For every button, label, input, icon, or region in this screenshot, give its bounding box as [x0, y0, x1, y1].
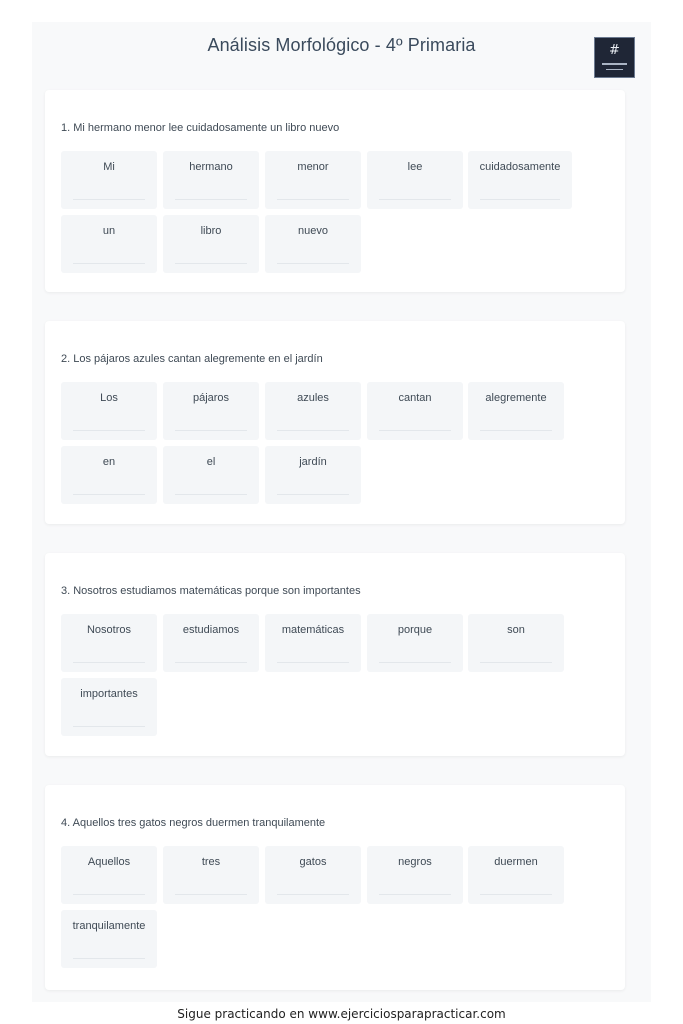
word-box[interactable]	[468, 846, 564, 904]
word-label: el	[206, 456, 216, 468]
answer-line[interactable]	[480, 199, 560, 200]
word-box[interactable]	[265, 846, 361, 904]
answer-line[interactable]	[277, 662, 349, 663]
word-box[interactable]	[468, 614, 564, 672]
page-title: Análisis Morfológico - 4º Primaria	[207, 35, 476, 55]
word-box[interactable]	[61, 446, 157, 504]
answer-line[interactable]	[277, 894, 349, 895]
exercise-card	[45, 321, 625, 524]
word-box[interactable]	[61, 215, 157, 273]
hashtag-grid-logo-icon: #	[609, 43, 620, 58]
word-box[interactable]	[163, 215, 259, 273]
footer-text: Sigue practicando en www.ejerciciosparapracticar.com	[177, 1007, 506, 1021]
answer-line[interactable]	[379, 662, 451, 663]
word-label: matemáticas	[281, 624, 345, 636]
answer-line[interactable]	[480, 430, 552, 431]
answer-line[interactable]	[277, 430, 349, 431]
word-label: negros	[398, 856, 432, 868]
word-label: azules	[297, 392, 329, 404]
exercise-card	[45, 90, 625, 292]
answer-line[interactable]	[73, 430, 145, 431]
word-label: cuidadosamente	[479, 161, 561, 173]
word-box[interactable]	[468, 382, 564, 440]
exercise-sentence: 3. Nosotros estudiamos matemáticas porque son importantes	[61, 585, 361, 597]
word-label: jardín	[299, 456, 327, 468]
word-label: Nosotros	[86, 624, 132, 636]
word-box[interactable]	[61, 382, 157, 440]
word-box[interactable]	[61, 151, 157, 209]
word-label: libro	[200, 225, 222, 237]
word-label: Los	[100, 392, 118, 404]
answer-line[interactable]	[73, 894, 145, 895]
word-label: hermano	[189, 161, 233, 173]
word-box[interactable]	[163, 446, 259, 504]
answer-line[interactable]	[379, 199, 451, 200]
word-box[interactable]	[163, 614, 259, 672]
worksheet	[32, 22, 651, 1002]
word-label: pájaros	[192, 392, 230, 404]
answer-line[interactable]	[73, 494, 145, 495]
answer-line[interactable]	[175, 894, 247, 895]
word-label: Mi	[103, 161, 115, 173]
word-box[interactable]	[265, 215, 361, 273]
word-box[interactable]	[163, 846, 259, 904]
exercise-card	[45, 553, 625, 756]
word-label: importantes	[80, 688, 138, 700]
word-label: en	[102, 456, 116, 468]
logo-bar	[606, 69, 623, 70]
answer-line[interactable]	[480, 662, 552, 663]
word-box[interactable]	[468, 151, 572, 209]
word-label: un	[102, 225, 116, 237]
word-box[interactable]	[367, 382, 463, 440]
word-box[interactable]	[61, 910, 157, 968]
word-label: estudiamos	[182, 624, 240, 636]
answer-line[interactable]	[73, 199, 145, 200]
word-box[interactable]	[265, 382, 361, 440]
answer-line[interactable]	[175, 199, 247, 200]
word-box[interactable]	[367, 846, 463, 904]
word-label: cantan	[398, 392, 432, 404]
word-box[interactable]	[265, 151, 361, 209]
exercise-sentence: 1. Mi hermano menor lee cuidadosamente un libro nuevo	[61, 122, 340, 134]
exercise-sentence: 2. Los pájaros azules cantan alegremente en el jardín	[61, 353, 323, 365]
word-box[interactable]	[367, 614, 463, 672]
word-label: nuevo	[298, 225, 328, 237]
answer-line[interactable]	[277, 263, 349, 264]
answer-line[interactable]	[73, 263, 145, 264]
exercise-sentence: 4. Aquellos tres gatos negros duermen tranquilamente	[61, 817, 326, 829]
word-label: menor	[297, 161, 329, 173]
word-label: tranquilamente	[72, 920, 146, 932]
word-label: tres	[201, 856, 221, 868]
word-label: gatos	[299, 856, 327, 868]
answer-line[interactable]	[73, 726, 145, 727]
word-label: alegremente	[485, 392, 547, 404]
answer-line[interactable]	[73, 662, 145, 663]
word-box[interactable]	[61, 846, 157, 904]
word-box[interactable]	[163, 151, 259, 209]
answer-line[interactable]	[73, 958, 145, 959]
word-label: lee	[407, 161, 423, 173]
word-box[interactable]	[367, 151, 463, 209]
word-box[interactable]	[61, 678, 157, 736]
answer-line[interactable]	[379, 430, 451, 431]
answer-line[interactable]	[277, 199, 349, 200]
answer-line[interactable]	[175, 430, 247, 431]
word-label: porque	[397, 624, 433, 636]
answer-line[interactable]	[175, 494, 247, 495]
logo-bar	[602, 63, 627, 65]
word-label: duermen	[494, 856, 538, 868]
word-label: son	[507, 624, 525, 636]
word-box[interactable]	[265, 446, 361, 504]
word-label: Aquellos	[87, 856, 131, 868]
exercise-card	[45, 785, 625, 990]
word-box[interactable]	[61, 614, 157, 672]
word-box[interactable]	[163, 382, 259, 440]
answer-line[interactable]	[480, 894, 552, 895]
answer-line[interactable]	[175, 263, 247, 264]
answer-line[interactable]	[175, 662, 247, 663]
answer-line[interactable]	[277, 494, 349, 495]
answer-line[interactable]	[379, 894, 451, 895]
word-box[interactable]	[265, 614, 361, 672]
logo	[594, 37, 635, 78]
